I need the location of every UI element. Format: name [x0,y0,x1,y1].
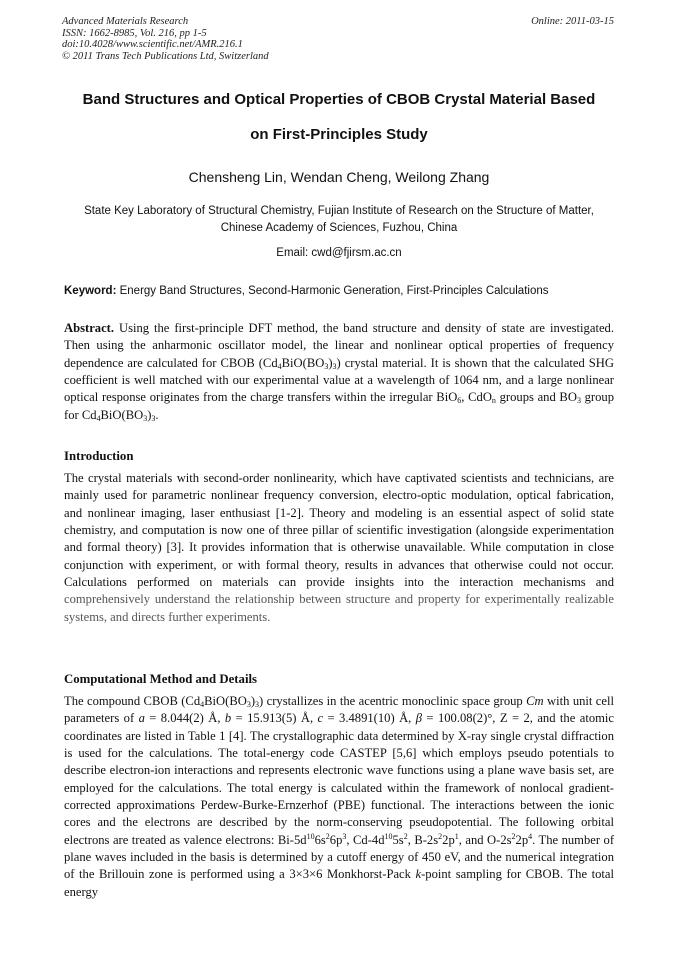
contact-email: Email: cwd@fjirsm.ac.cn [276,247,402,259]
computational-heading: Computational Method and Details [64,672,258,686]
computational-paragraph: The compound CBOB $(Cd_4BiO(BO_3)_3)$ crystallizes in the acentric monoclinic space group Cm with unit cell parameters of a = 8.044(2) Å, b = 15.913(5) Å, c = 3.4891(10) Å, β = 100.08(2)°, Z = 2, and the atomic coordinates are listed in Table 1 [4]. The crystallographic data determined by X-ray single crystal diffraction is used for the calculations. The total-energy code CASTEP [5,6] which employs pseudo potentials to describe electron-ion interactions and represents electronic wave functions using a plane wave basis set, are employed for the calculations. The total energy is calculated within the framework of nonlocal gradient-corrected approximations Perdew-Burke-Ernzerhof (PBE) functional. The interactions between the ionic cores and the electrons are described by the norm-conserving pseudopotential. The following orbital electrons are treated as valence electrons: $Bi-5d^{10}6s^26p^3$, $Cd-4d^{10}5s^2$, $B-2s^22p^1$, and $O-2s^22p^4$. The number of plane waves included in the basis is determined by a cutoff energy of 450 eV, and the numerical integration of the Brillouin zone is performed using a 3×3×6 Monkhorst-Pack k-point sampling for CBOB. The total energy [64,694,615,899]
keywords-text: Energy Band Structures, Second-Harmonic Generation, First-Principles Calculations [119,285,549,297]
keywords [64,284,624,298]
doi-line: doi:10.4028/www.scientific.net/AMR.216.1 [62,39,243,50]
copyright-line: © 2011 Trans Tech Publications Ltd, Switzerland [62,50,269,62]
online-date: Online: 2011-03-15 [531,16,614,27]
issn-line: ISSN: 1662-8985, Vol. 216, pp 1-5 [62,27,207,39]
introduction-heading: Introduction [64,449,134,463]
paper-title-line2: on First-Principles Study [250,126,428,143]
abstract-label: Abstract. [64,321,115,335]
paper-title-line1: Band Structures and Optical Properties of CBOB Crystal Material Based [82,91,596,108]
author-list: Chensheng Lin, Wendan Cheng, Weilong Zhang [188,169,490,185]
affiliation-line2: Chinese Academy of Sciences, Fuzhou, China [220,222,458,234]
journal-name: Advanced Materials Research [62,16,189,27]
introduction-paragraph: The crystal materials with second-order nonlinearity, which have captivated scientists and technicians, are mainly used for parametric nonlinear frequency conversion, electro-optic modulation, optical fabrication, and nonlinear imaging, laser enthusiast [1-2]. Theory and modeling is an essential aspect of solid state chemistry, and computation is now one of three pillar of scientific investigation (alongside experimentation and formal theory) [3]. It provides information that is otherwise unavailable. While computation in close conjunction with experiment, or with formal theory, results in advances that otherwise could not occur. Calculations performed on materials can provide insights into the interaction mechanisms and comprehensively understand the relationship between structure and property for experimentally realizable systems, and directs further experiments. [64,471,614,624]
affiliation-line1: State Key Laboratory of Structural Chemistry, Fujian Institute of Research on the Structure of Matter, [84,205,594,217]
abstract: Abstract. Using the first-principle DFT method, the band structure and density of state are investigated. Then using the anharmonic oscillator model, the linear and nonlinear optical properties of frequency dependence are calculated for CBOB $(Cd_4BiO(BO_3)_3)$ crystal material. It is shown that the calculated SHG coefficient is well matched with our experimental value at a wavelength of 1064 nm, and a large nonlinear optical response originates from the charge transfers within the irregular BiO$_6$, CdO$_n$ groups and $BO_3$ group for $Cd_4BiO(BO_3)_3$. [64,321,615,423]
journal-header [62,16,269,62]
keywords-label: Keyword: [64,285,117,297]
